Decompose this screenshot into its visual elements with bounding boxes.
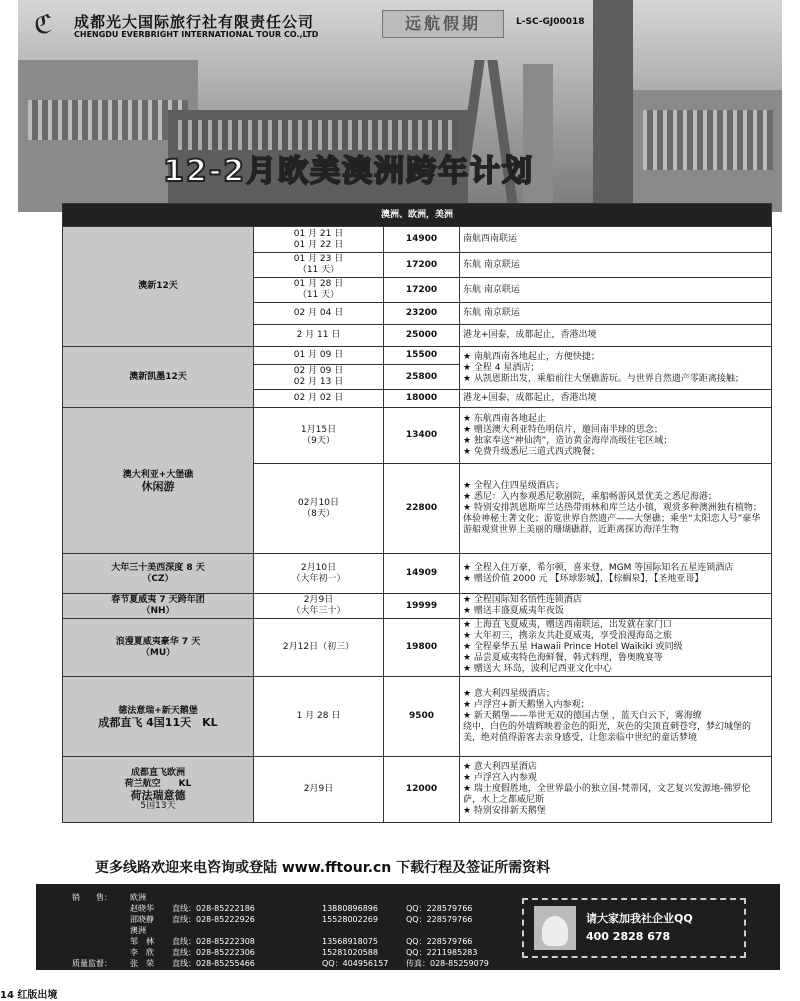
contact-mobile: QQ：404956157 (322, 959, 389, 968)
route-name: 澳大利亚+大堡礁 休闲游 (63, 408, 254, 554)
table-row (63, 677, 772, 757)
departure-date: 02 月 04 日 (254, 303, 384, 325)
contact-qq: QQ：2211985283 (406, 948, 478, 957)
tour-price: 22800 (384, 464, 460, 554)
tour-price-table (62, 203, 771, 879)
page-title: 12-2月欧美澳洲跨年计划 (163, 154, 535, 189)
tour-notes: 港龙+国泰，成都起止，香港出境 (460, 390, 772, 408)
route-name: 大年三十美西深度 8 天 （CZ） (63, 554, 254, 594)
contact-row (72, 914, 552, 925)
contact-name: 邹 林 (130, 937, 154, 946)
route-name: 浪漫夏威夷豪华 7 天 （MU） (63, 619, 254, 677)
qq-group-box (522, 898, 746, 958)
website-banner[interactable]: 更多线路欢迎来电咨询或登陆 www.fftour.cn 下载行程及签证所需资料 (95, 860, 551, 876)
contact-name: 赵晓华 (130, 904, 154, 913)
tour-price: 13400 (384, 408, 460, 464)
tour-price: 15500 (384, 347, 460, 365)
qq-number[interactable]: 400 2828 678 (586, 930, 671, 943)
route-name: 澳新凯墨12天 (63, 347, 254, 408)
table-row (63, 757, 772, 823)
contact-role: 销 售： (72, 893, 112, 902)
route-name: 澳新12天 (63, 227, 254, 347)
contact-qq: QQ：228579766 (406, 937, 473, 946)
departure-date: 01 月 28 日 （11 天） (254, 278, 384, 303)
company-logo-icon: ℭ (34, 10, 53, 40)
contact-name: 张 荣 (130, 959, 154, 968)
tour-price: 14900 (384, 227, 460, 253)
table-row (63, 619, 772, 677)
tour-price: 19800 (384, 619, 460, 677)
contact-line: 直线：028-85255466 (172, 959, 255, 968)
contact-line: 直线：028-85222186 (172, 904, 255, 913)
table-row (63, 594, 772, 619)
contact-line: 直线：028-85222308 (172, 937, 255, 946)
tour-price: 25800 (384, 365, 460, 390)
contact-qq: QQ：228579766 (406, 904, 473, 913)
contact-list (72, 892, 552, 969)
tour-notes: 东航 南京联运 (460, 253, 772, 278)
contact-name: 欧洲 (130, 893, 146, 902)
contact-mobile: 15281020588 (322, 948, 378, 957)
tour-price: 9500 (384, 677, 460, 757)
contact-mobile: 13880896896 (322, 904, 378, 913)
contact-row (72, 936, 552, 947)
license-number: L-SC-GJ00018 (516, 17, 585, 27)
region-header: 澳洲、欧洲，美洲 (63, 204, 772, 227)
qq-avatar-icon (534, 906, 576, 950)
contact-row (72, 958, 552, 969)
tour-notes: ★ 南航西南各地起止，方便快捷； ★ 全程 4 星酒店； ★ 从凯恩斯出发，乘船前往大堡礁游玩。与世界自然遗产零距离接触； (460, 347, 772, 390)
page-footer: 14 红版出境 (0, 990, 58, 1001)
contact-name: 李 欣 (130, 948, 154, 957)
tour-notes: ★ 意大利四星级酒店； ★ 卢浮宫+新天鹅堡入内参观； ★ 新天鹅堡——举世无双的德国古堡 ，蓝天白云下，雾海缭 绕中，白色的外墙辉映着金色的阳光，灰色的尖顶直刺苍穹，梦幻城堡的美，绝对值得游客去亲身感受，让您亲临中世纪的童话梦境 (460, 677, 772, 757)
tour-notes: 东航 南京联运 (460, 278, 772, 303)
departure-date: 01 月 21 日 01 月 22 日 (254, 227, 384, 253)
tour-notes: 港龙+国泰，成都起止，香港出境 (460, 325, 772, 347)
tour-price: 17200 (384, 253, 460, 278)
route-name: 成都直飞欧洲 荷兰航空 KL 荷法瑞意德 5国13天 (63, 757, 254, 823)
contact-mobile: 15528002269 (322, 915, 378, 924)
table-row (63, 554, 772, 594)
departure-date: 2 月 11 日 (254, 325, 384, 347)
departure-date: 02月10日 （8天） (254, 464, 384, 554)
departure-date: 1 月 28 日 (254, 677, 384, 757)
contact-row (72, 892, 552, 903)
tour-notes: 南航西南联运 (460, 227, 772, 253)
tour-notes: 东航 南京联运 (460, 303, 772, 325)
departure-date: 01 月 09 日 (254, 347, 384, 365)
departure-date: 02 月 09 日 02 月 13 日 (254, 365, 384, 390)
tour-price: 25000 (384, 325, 460, 347)
table-row (63, 227, 772, 253)
contact-mobile: 13568918075 (322, 937, 378, 946)
contact-qq: 传真：028-85259079 (406, 959, 489, 968)
tour-notes: ★ 上海直飞夏威夷，赠送西南联运，出发就在家门口 ★ 大年初三，携亲友共赴夏威夷，享受浪漫海岛之旅 ★ 全程豪华五星 Hawaii Prince Hotel Waikiki 或同级 ★ 品尝夏威夷特色海鲜餐，韩式料理，鲁奥晚宴等 ★ 赠送大 环岛，波利尼西亚文化中心 (460, 619, 772, 677)
tour-price: 19999 (384, 594, 460, 619)
tour-price: 12000 (384, 757, 460, 823)
tour-notes: ★ 意大利四星酒店 ★ 卢浮宫入内参观 ★ 瑞士度假胜地，全世界最小的独立国-梵蒂冈，文艺复兴发源地-佛罗伦萨，水上之都威尼斯 ★ 特别安排新天鹅堡 (460, 757, 772, 823)
departure-date: 02 月 02 日 (254, 390, 384, 408)
contact-name: 澳洲 (130, 926, 146, 935)
tour-notes: ★ 全程入住四星级酒店； ★ 悉尼：入内参观悉尼歌剧院，乘船畅游风景优美之悉尼海港； ★ 特别安排凯恩斯库兰达热带雨林和库兰达小镇，观赏多种澳洲独有植物；体验神秘土著文化；游览世界自然遗产——大堡礁；乘坐“太阳恋人号”豪华游船观赏世界上美丽的珊瑚礁群，近距离探访海洋生物 (460, 464, 772, 554)
company-name-cn: 成都光大国际旅行社有限责任公司 (74, 13, 315, 31)
contact-line: 直线：028-85222306 (172, 948, 255, 957)
contact-name: 邵晓静 (130, 915, 154, 924)
contact-role: 质量监督： (72, 959, 112, 968)
tour-price: 17200 (384, 278, 460, 303)
contact-footer (36, 884, 780, 970)
qq-group-label: 请大家加我社企业QQ (586, 912, 693, 925)
departure-date: 2月10日 （大年初一） (254, 554, 384, 594)
contact-row (72, 903, 552, 914)
brand-seal: 远航假期 (382, 10, 504, 38)
table-row (63, 347, 772, 365)
tour-price: 14909 (384, 554, 460, 594)
contact-qq: QQ：228579766 (406, 915, 473, 924)
contact-line: 直线：028-85222926 (172, 915, 255, 924)
tour-notes: ★ 全程国际知名悟性连锁酒店 ★ 赠送丰盛夏威夷年夜饭 (460, 594, 772, 619)
departure-date: 1月15日 （9天） (254, 408, 384, 464)
tour-notes: ★ 东航西南各地起止 ★ 赠送澳大利亚特色明信片，邀回南半球的思念； ★ 独家奉送“神仙湾”，造访黄金海岸高级住宅区域； ★ 免费升级悉尼三道式西式晚餐； (460, 408, 772, 464)
departure-date: 2月12日（初三） (254, 619, 384, 677)
tour-price: 23200 (384, 303, 460, 325)
tour-price: 18000 (384, 390, 460, 408)
table-row (63, 408, 772, 464)
company-name-en: CHENGDU EVERBRIGHT INTERNATIONAL TOUR CO.,LTD (74, 30, 319, 39)
contact-row (72, 925, 552, 936)
route-name: 春节夏威夷 7 天跨年团 （NH） (63, 594, 254, 619)
departure-date: 01 月 23 日 （11 天） (254, 253, 384, 278)
contact-row (72, 947, 552, 958)
departure-date: 2月9日 （大年三十） (254, 594, 384, 619)
route-name: 德法意瑞+新天鹅堡 成都直飞 4国11天 KL (63, 677, 254, 757)
departure-date: 2月9日 (254, 757, 384, 823)
tour-notes: ★ 全程入住万豪，希尔顿，喜来登，MGM 等国际知名五星连锁酒店 ★ 赠送价值 2000 元 【环球影城】，【棕榈泉】，【圣地亚哥】 (460, 554, 772, 594)
